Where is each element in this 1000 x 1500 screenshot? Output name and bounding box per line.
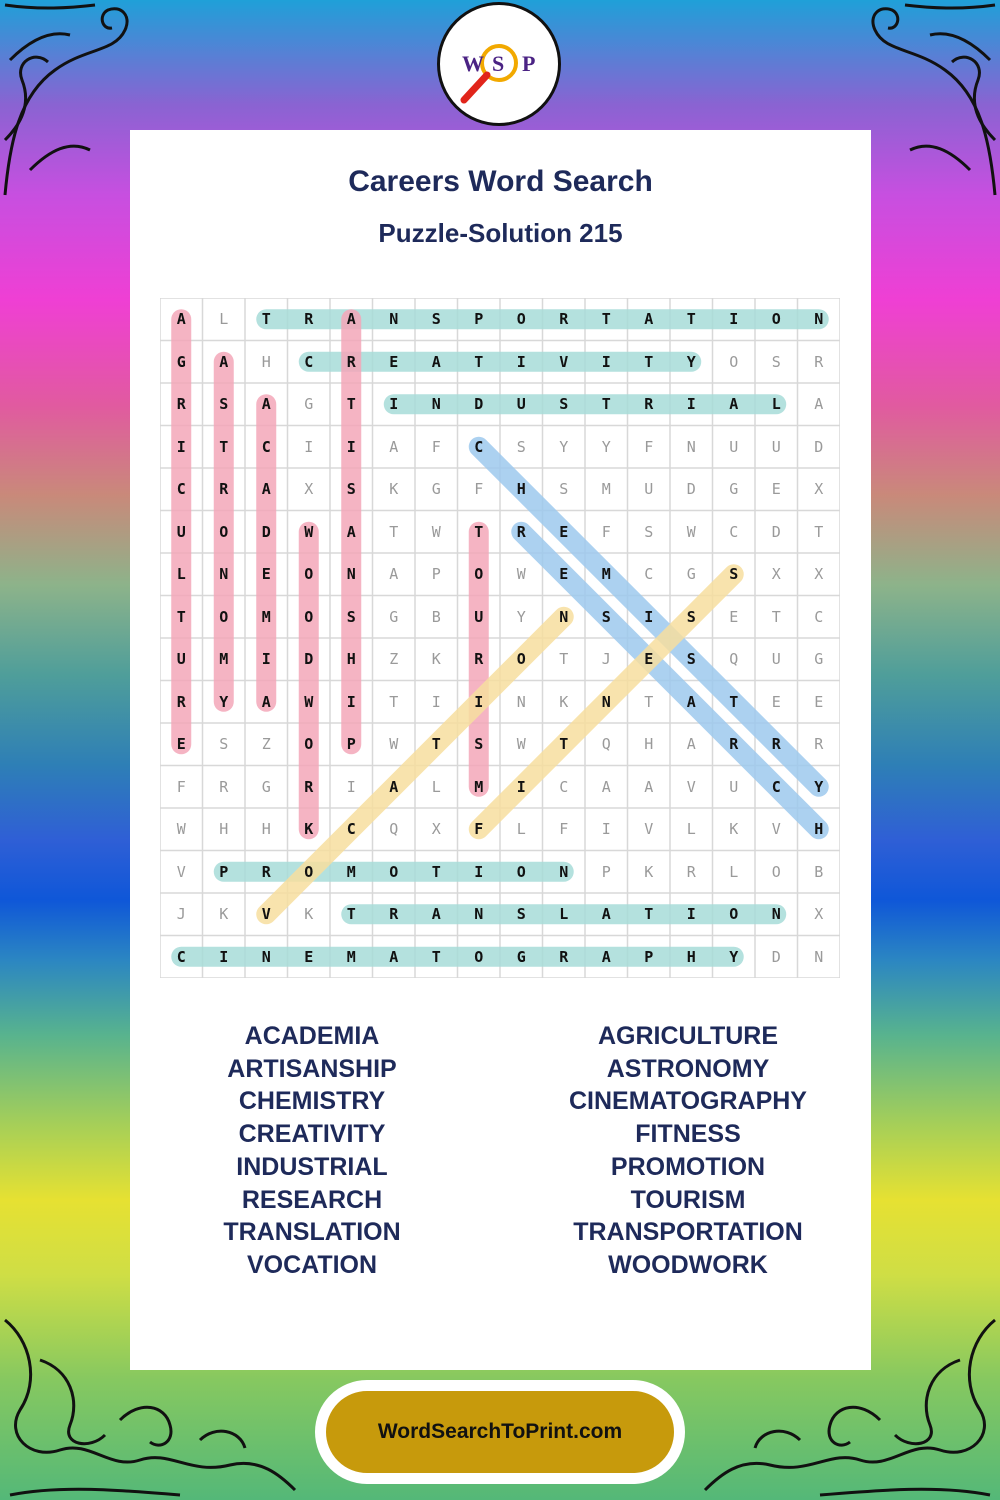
grid-cell[interactable]: R [644, 395, 654, 413]
grid-cell[interactable]: I [261, 650, 271, 668]
grid-cell[interactable]: O [304, 735, 314, 753]
corner-ornament-top-right [860, 0, 1000, 200]
word-list-item: ASTRONOMY [606, 1054, 770, 1083]
word-list-item: VOCATION [246, 1250, 378, 1279]
grid-cell[interactable]: T [686, 310, 696, 328]
grid-cell[interactable]: P [431, 565, 441, 583]
grid-cell[interactable]: L [431, 777, 441, 796]
grid-cell[interactable]: O [219, 607, 229, 626]
grid-cell[interactable]: N [516, 692, 526, 711]
grid-cell[interactable]: M [601, 480, 611, 498]
grid-cell[interactable]: A [601, 905, 611, 923]
grid-cell[interactable]: S [219, 735, 229, 753]
grid-cell[interactable]: O [729, 352, 739, 371]
grid-cell[interactable]: R [814, 735, 824, 753]
grid-cell[interactable]: K [559, 692, 569, 711]
grid-cell[interactable]: Y [814, 777, 824, 796]
grid-cell[interactable]: T [346, 395, 356, 413]
grid-cell[interactable]: S [559, 480, 569, 498]
grid-cell[interactable]: J [176, 905, 186, 923]
word-list-item: TRANSLATION [223, 1218, 401, 1247]
grid-cell[interactable]: Y [601, 437, 611, 456]
grid-cell[interactable]: A [346, 310, 356, 328]
grid-cell[interactable]: X [431, 820, 441, 838]
grid-cell[interactable]: T [389, 692, 399, 711]
grid-cell[interactable]: O [304, 862, 314, 881]
grid-cell[interactable]: U [729, 437, 739, 456]
grid-cell[interactable]: I [346, 437, 356, 456]
grid-cell[interactable]: F [176, 777, 186, 796]
grid-cell[interactable]: R [219, 480, 229, 498]
grid-cell[interactable]: Q [601, 735, 611, 753]
grid-cell[interactable]: S [346, 607, 356, 626]
grid-cell[interactable]: P [346, 735, 356, 753]
grid-cell[interactable]: O [771, 310, 781, 328]
grid-cell[interactable]: H [261, 820, 271, 838]
grid-cell[interactable]: W [431, 522, 441, 541]
grid-cell[interactable]: W [176, 820, 186, 838]
grid-cell[interactable]: X [304, 480, 314, 498]
grid-cell[interactable]: K [304, 905, 314, 923]
word-list-item: AGRICULTURE [597, 1022, 779, 1050]
puzzle-sheet [130, 130, 871, 1370]
grid-cell[interactable]: N [814, 310, 824, 328]
grid-cell[interactable]: A [261, 480, 271, 498]
grid-cell[interactable]: G [516, 947, 526, 966]
grid-cell[interactable]: M [219, 650, 229, 668]
grid-cell[interactable]: E [771, 692, 781, 711]
grid-cell[interactable]: D [686, 480, 696, 498]
logo-letter-s: S [492, 51, 505, 76]
grid-cell[interactable]: L [729, 862, 739, 881]
grid-cell[interactable]: U [771, 437, 781, 456]
grid-cell[interactable]: W [686, 522, 696, 541]
grid-cell[interactable]: H [686, 947, 696, 966]
grid-cell[interactable]: P [644, 947, 654, 966]
grid-cell[interactable]: A [219, 352, 229, 371]
grid-cell[interactable]: F [431, 437, 441, 456]
grid-cell[interactable]: A [644, 777, 654, 796]
grid-cell[interactable]: E [814, 692, 824, 711]
grid-cell[interactable]: Q [729, 650, 739, 668]
grid-cell[interactable]: F [474, 820, 484, 838]
grid-cell[interactable]: E [389, 352, 399, 371]
grid-cell[interactable]: S [346, 480, 356, 498]
grid-cell[interactable]: G [176, 352, 186, 371]
grid-cell[interactable]: N [771, 905, 781, 923]
grid-cell[interactable]: U [516, 395, 526, 413]
grid-cell[interactable]: M [474, 777, 484, 796]
grid-cell[interactable]: D [771, 947, 781, 966]
grid-cell[interactable]: R [304, 777, 314, 796]
grid-cell[interactable]: D [814, 437, 824, 456]
grid-cell[interactable]: C [176, 947, 186, 966]
grid-cell[interactable]: O [729, 905, 739, 923]
grid-cell[interactable]: V [771, 820, 781, 838]
grid-cell[interactable]: A [389, 565, 399, 583]
word-list-item: ARTISANSHIP [227, 1054, 397, 1083]
grid-cell[interactable]: T [474, 352, 484, 371]
grid-cell[interactable]: I [474, 692, 484, 711]
grid-cell[interactable]: C [729, 522, 739, 541]
grid-cell[interactable]: M [601, 565, 611, 583]
grid-cell[interactable]: S [771, 352, 781, 371]
grid-cell[interactable]: R [346, 352, 356, 371]
grid-cell[interactable]: C [771, 777, 781, 796]
grid-cell[interactable]: C [176, 480, 186, 498]
grid-cell[interactable]: Y [516, 607, 526, 626]
grid-cell[interactable]: K [729, 820, 739, 838]
grid-cell[interactable]: E [729, 607, 739, 626]
word-search-grid [160, 298, 840, 978]
grid-cell[interactable]: I [431, 692, 441, 711]
grid-cell[interactable]: O [219, 522, 229, 541]
grid-cell[interactable]: E [304, 947, 314, 966]
grid-cell[interactable]: A [686, 735, 696, 753]
grid-cell[interactable]: A [601, 777, 611, 796]
grid-cell[interactable]: R [559, 947, 569, 966]
grid-cell[interactable]: R [176, 395, 186, 413]
grid-cell[interactable]: B [814, 862, 824, 881]
word-list-left [152, 1020, 472, 1282]
page-subtitle: Puzzle-Solution 215 [378, 218, 623, 248]
grid-cell[interactable]: P [601, 862, 611, 881]
grid-cell[interactable]: F [559, 820, 569, 838]
grid-cell[interactable]: W [304, 522, 314, 541]
grid-cell[interactable]: A [431, 905, 441, 923]
word-list-item: INDUSTRIAL [236, 1152, 388, 1181]
grid-cell[interactable]: H [219, 820, 229, 838]
grid-cell[interactable]: R [516, 522, 526, 541]
grid-cell[interactable]: A [729, 395, 739, 413]
grid-cell[interactable]: A [346, 522, 356, 541]
grid-cell[interactable]: C [304, 352, 314, 371]
grid-cell[interactable]: S [686, 607, 696, 626]
grid-cell[interactable]: H [644, 735, 654, 753]
grid-cell[interactable]: I [601, 820, 611, 838]
grid-cell[interactable]: E [644, 650, 654, 668]
grid-cell[interactable]: U [644, 480, 654, 498]
grid-cell[interactable]: T [431, 862, 441, 881]
grid-cell[interactable]: D [474, 395, 484, 413]
grid-cell[interactable]: S [516, 437, 526, 456]
grid-cell[interactable]: T [431, 735, 441, 753]
grid-cell[interactable]: L [771, 395, 781, 413]
grid-cell[interactable]: E [771, 480, 781, 498]
grid-cell[interactable]: Y [219, 692, 229, 711]
grid-cell[interactable]: N [686, 437, 696, 456]
grid-cell[interactable]: Y [729, 947, 739, 966]
grid-cell[interactable]: N [261, 947, 271, 966]
grid-cell[interactable]: A [261, 395, 271, 413]
grid-cell[interactable]: I [686, 395, 696, 413]
grid-cell[interactable]: V [261, 905, 271, 923]
grid-cell[interactable]: T [771, 607, 781, 626]
grid-cell[interactable]: F [601, 522, 611, 541]
grid-cell[interactable]: L [219, 310, 229, 328]
grid-cell[interactable]: U [176, 650, 186, 668]
grid-cell[interactable]: R [219, 777, 229, 796]
grid-cell[interactable]: T [559, 650, 569, 668]
grid-cell[interactable]: X [771, 565, 781, 583]
grid-cell[interactable]: T [644, 905, 654, 923]
word-list-item: CHEMISTRY [238, 1087, 386, 1116]
word-list-item: CREATIVITY [238, 1120, 386, 1149]
grid-cell[interactable]: D [304, 650, 314, 668]
grid-cell[interactable]: I [516, 352, 526, 371]
grid-cell[interactable]: A [431, 352, 441, 371]
grid-cell[interactable]: I [516, 777, 526, 796]
grid-cell[interactable]: Z [389, 650, 399, 668]
website-link-button[interactable]: WordSearchToPrint.com [323, 1388, 677, 1476]
grid-cell[interactable]: N [559, 607, 569, 626]
wsp-logo[interactable] [437, 2, 561, 126]
grid-cell[interactable]: T [601, 395, 611, 413]
grid-cell[interactable]: X [814, 480, 824, 498]
word-list-item: WOODWORK [608, 1250, 768, 1279]
grid-cell[interactable]: S [686, 650, 696, 668]
grid-cell[interactable]: N [814, 947, 824, 966]
grid-cell[interactable]: V [686, 777, 696, 796]
grid-cell[interactable]: A [601, 947, 611, 966]
grid-cell[interactable]: J [601, 650, 611, 668]
logo-letter-p: P [522, 51, 536, 76]
grid-cell[interactable]: G [814, 650, 824, 668]
grid-cell[interactable]: V [559, 352, 569, 371]
grid-cell[interactable]: C [346, 820, 356, 838]
grid-cell[interactable]: R [686, 862, 696, 881]
grid-cell[interactable]: T [474, 522, 484, 541]
grid-cell[interactable]: R [729, 735, 739, 753]
grid-cell[interactable]: O [474, 947, 484, 966]
grid-cell[interactable]: W [516, 735, 526, 753]
grid-cell[interactable]: U [729, 777, 739, 796]
grid-cell[interactable]: K [644, 862, 654, 881]
grid-cell[interactable]: N [559, 862, 569, 881]
grid-cell[interactable]: C [474, 437, 484, 456]
grid-cell[interactable]: U [771, 650, 781, 668]
word-list-item: TOURISM [630, 1185, 746, 1214]
grid-cell[interactable]: V [176, 862, 186, 881]
grid-cell[interactable]: N [474, 905, 484, 923]
grid-cell[interactable]: T [814, 522, 824, 541]
grid-cell[interactable]: R [814, 352, 824, 371]
grid-cell[interactable]: K [219, 905, 229, 923]
grid-cell[interactable]: E [559, 565, 569, 583]
grid-cell[interactable]: P [219, 862, 229, 881]
grid-cell[interactable]: L [686, 820, 696, 838]
grid-cell[interactable]: S [431, 310, 441, 328]
grid-cell[interactable]: K [389, 480, 399, 498]
grid-cell[interactable]: O [389, 862, 399, 881]
grid-cell[interactable]: R [176, 692, 186, 711]
grid-cell[interactable]: G [261, 777, 271, 796]
grid-cell[interactable]: I [644, 607, 654, 626]
grid-cell[interactable]: O [516, 310, 526, 328]
magnifier-icon [440, 5, 558, 123]
grid-cell[interactable]: R [474, 650, 484, 668]
corner-ornament-top-left [0, 0, 140, 200]
grid-cell[interactable]: F [474, 480, 484, 498]
grid-cell[interactable]: Q [389, 820, 399, 838]
grid-cell[interactable]: I [346, 777, 356, 796]
grid-cell[interactable]: E [261, 565, 271, 583]
grid-cell[interactable]: I [304, 437, 314, 456]
grid-cell[interactable]: A [176, 310, 186, 328]
grid-cell[interactable]: K [304, 820, 314, 838]
grid-cell[interactable]: Z [261, 735, 271, 753]
grid-cell[interactable]: I [346, 692, 356, 711]
grid-cell[interactable]: P [474, 310, 484, 328]
grid-cell[interactable]: W [389, 735, 399, 753]
grid-cell[interactable]: W [304, 692, 314, 711]
grid-cell[interactable]: S [729, 565, 739, 583]
logo-letter-w: W [462, 51, 484, 76]
grid-cell[interactable]: H [814, 820, 824, 838]
grid-cell[interactable]: H [516, 480, 526, 498]
grid-cell[interactable]: B [431, 607, 441, 626]
grid-cell[interactable]: X [814, 565, 824, 583]
grid-cell[interactable]: G [304, 395, 314, 413]
grid-cell[interactable]: N [431, 395, 441, 413]
grid-cell[interactable]: A [261, 692, 271, 711]
grid-cell[interactable]: S [474, 735, 484, 753]
grid-cell[interactable]: I [686, 905, 696, 923]
grid-cell[interactable]: S [559, 395, 569, 413]
grid-cell[interactable]: M [346, 862, 356, 881]
grid-cell[interactable]: T [644, 352, 654, 371]
grid-cell[interactable]: V [644, 820, 654, 838]
word-list-item: CINEMATOGRAPHY [569, 1087, 807, 1116]
grid-cell[interactable]: L [516, 820, 526, 838]
grid-cell[interactable]: U [474, 607, 484, 626]
grid-cell[interactable]: H [346, 650, 356, 668]
grid-cell[interactable]: T [431, 947, 441, 966]
grid-cell[interactable]: A [389, 777, 399, 796]
word-list-item: ACADEMIA [244, 1022, 380, 1050]
grid-cell[interactable]: N [389, 310, 399, 328]
grid-cell[interactable]: S [644, 522, 654, 541]
grid-cell[interactable]: L [559, 905, 569, 923]
grid-cell[interactable]: C [261, 437, 271, 456]
grid-cell[interactable]: R [261, 862, 271, 881]
grid-cell[interactable]: D [771, 522, 781, 541]
grid-cell[interactable]: S [516, 905, 526, 923]
grid-cell[interactable]: D [261, 522, 271, 541]
grid-cell[interactable]: M [261, 607, 271, 626]
grid-cell[interactable]: Y [686, 352, 696, 371]
grid-cell[interactable]: T [219, 437, 229, 456]
grid-cell[interactable]: T [601, 310, 611, 328]
grid-cell[interactable]: S [601, 607, 611, 626]
grid-cell[interactable]: O [516, 650, 526, 668]
grid-cell[interactable]: T [176, 607, 186, 626]
grid-cell[interactable]: G [686, 565, 696, 583]
grid-cell[interactable]: I [729, 310, 739, 328]
grid-cell[interactable]: W [516, 565, 526, 583]
grid-cell[interactable]: I [219, 947, 229, 966]
grid-cell[interactable]: N [346, 565, 356, 583]
grid-cell[interactable]: A [389, 947, 399, 966]
grid-cell[interactable]: I [474, 862, 484, 881]
grid-cell[interactable]: R [389, 905, 399, 923]
grid-cell[interactable]: T [261, 310, 271, 328]
grid-cell[interactable]: N [219, 565, 229, 583]
word-list-item: FITNESS [635, 1120, 741, 1149]
grid-cell[interactable]: S [219, 395, 229, 413]
grid-cell[interactable]: K [431, 650, 441, 668]
grid-cell[interactable]: O [771, 862, 781, 881]
grid-cell[interactable]: I [601, 352, 611, 371]
grid-cell[interactable]: C [559, 777, 569, 796]
grid-cell[interactable]: I [176, 437, 186, 456]
word-list-item: PROMOTION [610, 1152, 766, 1181]
grid-cell[interactable]: X [814, 905, 824, 923]
grid-cell[interactable]: A [814, 395, 824, 413]
grid-cell[interactable]: C [644, 565, 654, 583]
word-list-item: TRANSPORTATION [573, 1218, 803, 1247]
grid-cell[interactable]: E [559, 522, 569, 541]
grid-cell[interactable]: G [431, 480, 441, 498]
grid-cell[interactable]: E [176, 735, 186, 753]
grid-cell[interactable]: M [346, 947, 356, 966]
grid-cell[interactable]: U [176, 522, 186, 541]
grid-cell[interactable]: A [644, 310, 654, 328]
grid-cell[interactable]: N [601, 692, 611, 711]
grid-cell[interactable]: R [559, 310, 569, 328]
grid-cell[interactable]: F [644, 437, 654, 456]
grid-cell[interactable]: T [559, 735, 569, 753]
grid-cell[interactable]: G [729, 480, 739, 498]
grid-cell[interactable]: G [389, 607, 399, 626]
grid-cell[interactable]: A [686, 692, 696, 711]
grid-cell[interactable]: I [389, 395, 399, 413]
grid-cell[interactable]: H [261, 352, 271, 371]
grid-cell[interactable]: A [389, 437, 399, 456]
grid-cell[interactable]: T [346, 905, 356, 923]
grid-cell[interactable]: T [729, 692, 739, 711]
grid-cell[interactable]: O [516, 862, 526, 881]
grid-cell[interactable]: O [474, 565, 484, 583]
grid-cell[interactable]: Y [559, 437, 569, 456]
page-title: Careers Word Search [348, 165, 653, 198]
grid-cell[interactable]: T [389, 522, 399, 541]
grid-cell[interactable]: O [304, 565, 314, 583]
grid-cell[interactable]: O [304, 607, 314, 626]
grid-cell[interactable]: T [644, 692, 654, 711]
word-list-right [528, 1020, 848, 1282]
word-list-item: RESEARCH [241, 1185, 383, 1214]
grid-cell[interactable]: C [814, 607, 824, 626]
grid-cell[interactable]: L [176, 565, 186, 583]
grid-cell[interactable]: R [304, 310, 314, 328]
grid-cell[interactable]: R [771, 735, 781, 753]
